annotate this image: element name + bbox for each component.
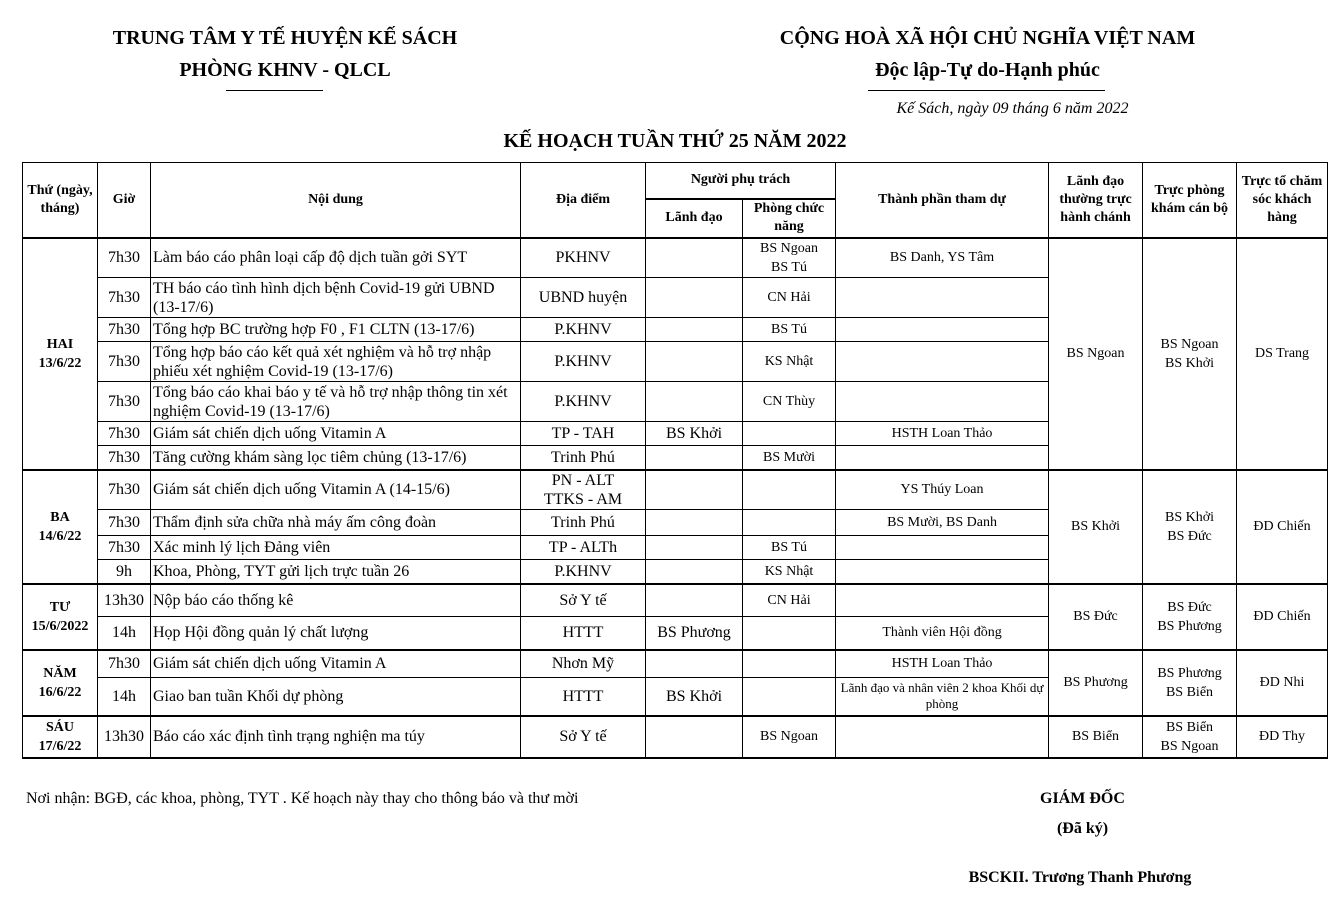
leader-cell [646,510,743,536]
cell-line: CN Hải [767,290,811,305]
cell-line: BS Đức [1167,528,1212,544]
day-cell [23,716,98,758]
customer-care-cell: ĐD Chiến [1237,584,1328,650]
signer-name: BSCKII. Trương Thanh Phương [968,869,1192,886]
customer-care-cell: DS Trang [1237,238,1328,470]
participants-cell: Thành viên Hội đồng [836,617,1049,650]
place-cell: P.KHNV [521,342,646,382]
participants-cell [836,716,1049,758]
cell-line: BS Khởi [1165,355,1215,371]
signer-title: GIÁM ĐỐC [1040,790,1125,807]
leader-cell [646,446,743,470]
department-cell [743,650,836,678]
time-cell: 7h30 [98,382,151,422]
content-cell: Giao ban tuần Khối dự phòng [151,678,521,716]
cell-line: BS Tú [771,322,807,337]
time-cell: 14h [98,617,151,650]
time-cell: 7h30 [98,650,151,678]
day-name: BA [50,509,70,525]
col-leader: Lãnh đạo [646,199,743,238]
place-cell: HTTT [521,617,646,650]
admin-leader-cell: BS Biển [1049,716,1143,758]
leader-cell: BS Khởi [646,678,743,716]
place-cell: PKHNV [521,238,646,278]
time-cell: 7h30 [98,446,151,470]
cell-line: BS Ngoan [760,240,818,256]
department-cell [743,560,836,584]
cell-line: BS Ngoan [1160,336,1219,352]
department-cell [743,678,836,716]
place-cell: Sở Y tế [521,584,646,617]
participants-cell: BS Danh, YS Tâm [836,238,1049,278]
department-underline [226,90,323,91]
table-row [23,470,1328,510]
col-admin-leader: Lãnh đạo thường trực hành chánh [1049,163,1143,238]
place-cell: P.KHNV [521,560,646,584]
admin-leader-cell: BS Đức [1049,584,1143,650]
participants-cell [836,318,1049,342]
participants-cell [836,560,1049,584]
department-cell [743,446,836,470]
cell-line: KS Nhật [764,354,814,369]
col-place: Địa điểm [521,163,646,238]
content-cell: Xác minh lý lịch Đảng viên [151,536,521,560]
national-title: CỘNG HOÀ XÃ HỘI CHỦ NGHĨA VIỆT NAM [779,27,1196,49]
cell-line: BS Đức [1167,599,1212,615]
content-cell: Họp Hội đồng quản lý chất lượng [151,617,521,650]
cell-line: BS Phương [1157,618,1222,634]
cell-line: BS Ngoan [1160,738,1219,754]
content-cell: Tổng hợp báo cáo kết quả xét nghiệm và hỗ trợ nhập phiếu xét nghiệm Covid-19 (13-17/6) [151,342,521,382]
leader-cell [646,560,743,584]
leader-cell: BS Phương [646,617,743,650]
participants-cell: HSTH Loan Thảo [836,650,1049,678]
department-cell [743,510,836,536]
customer-care-cell: ĐD Nhi [1237,650,1328,716]
day-cell [23,584,98,650]
participants-cell: Lãnh đạo và nhân viên 2 khoa Khối dự phòng [836,678,1049,716]
national-motto: Độc lập-Tự do-Hạnh phúc [875,59,1100,81]
admin-leader-cell: BS Phương [1049,650,1143,716]
department-cell [743,422,836,446]
place-cell: P.KHNV [521,382,646,422]
time-cell: 7h30 [98,536,151,560]
cell-line: BS Biển [1165,719,1214,735]
day-date: 17/6/22 [38,738,82,754]
department-cell [743,584,836,617]
day-name: NĂM [43,665,77,681]
day-date: 14/6/22 [38,528,82,544]
participants-cell [836,536,1049,560]
department-cell [743,536,836,560]
leader-cell [646,716,743,758]
time-cell: 13h30 [98,716,151,758]
department-cell [743,238,836,278]
leader-cell [646,650,743,678]
table-header-row [23,163,1328,199]
table-row [23,238,1328,278]
duty-clinic-cell [1143,584,1237,650]
content-cell: TH báo cáo tình hình dịch bệnh Covid-19 gửi UBND (13-17/6) [151,278,521,318]
cell-line: TTKS - AM [543,490,623,508]
participants-cell [836,446,1049,470]
leader-cell [646,470,743,510]
content-cell: Giám sát chiến dịch uống Vitamin A (14-15/6) [151,470,521,510]
content-cell: Tăng cường khám sàng lọc tiêm chủng (13-17/6) [151,446,521,470]
place-cell: HTTT [521,678,646,716]
time-cell: 7h30 [98,318,151,342]
col-customer-care: Trực tổ chăm sóc khách hàng [1237,163,1328,238]
document-date: Kế Sách, ngày 09 tháng 6 năm 2022 [896,100,1129,117]
cell-line: CN Hải [767,592,811,608]
time-cell: 9h [98,560,151,584]
motto-underline [868,90,1105,91]
cell-line: BS Mười [763,449,815,465]
col-person: Người phụ trách [646,163,836,199]
participants-cell [836,278,1049,318]
time-cell: 7h30 [98,278,151,318]
place-cell [521,470,646,510]
col-day: Thứ (ngày, tháng) [23,163,98,238]
cell-line: PN - ALT [551,471,615,489]
col-time: Giờ [98,163,151,238]
leader-cell [646,382,743,422]
day-cell [23,238,98,470]
day-name: SÁU [45,719,74,735]
time-cell: 7h30 [98,238,151,278]
day-date: 15/6/2022 [31,618,89,634]
leader-cell [646,318,743,342]
content-cell: Giám sát chiến dịch uống Vitamin A [151,422,521,446]
admin-leader-cell: BS Khởi [1049,470,1143,584]
col-duty-clinic: Trực phòng khám cán bộ [1143,163,1237,238]
department-cell [743,470,836,510]
content-cell: Thẩm định sửa chữa nhà máy ấm công đoàn [151,510,521,536]
day-cell [23,650,98,716]
admin-leader-cell: BS Ngoan [1049,238,1143,470]
place-cell: Nhơn Mỹ [521,650,646,678]
leader-cell [646,342,743,382]
duty-clinic-cell [1143,238,1237,470]
place-cell: Trinh Phú [521,446,646,470]
participants-cell [836,342,1049,382]
day-date: 16/6/22 [38,684,82,700]
place-cell: TP - TAH [521,422,646,446]
duty-clinic-cell [1143,650,1237,716]
department-cell [743,318,836,342]
content-cell: Khoa, Phòng, TYT gửi lịch trực tuần 26 [151,560,521,584]
place-cell: Trinh Phú [521,510,646,536]
cell-line: BS Phương [1157,665,1222,681]
content-cell: Tổng báo cáo khai báo y tế và hỗ trợ nhập thông tin xét nghiệm Covid-19 (13-17/6) [151,382,521,422]
content-cell: Báo cáo xác định tình trạng nghiện ma túy [151,716,521,758]
leader-cell [646,584,743,617]
place-cell: Sở Y tế [521,716,646,758]
content-cell: Giám sát chiến dịch uống Vitamin A [151,650,521,678]
day-date: 13/6/22 [38,355,82,371]
time-cell: 14h [98,678,151,716]
cell-line: BS Tú [771,540,807,555]
department-cell [743,617,836,650]
time-cell: 7h30 [98,470,151,510]
participants-cell: HSTH Loan Thảo [836,422,1049,446]
table-row [23,716,1328,758]
leader-cell: BS Khởi [646,422,743,446]
time-cell: 7h30 [98,342,151,382]
day-name: TƯ [49,599,71,615]
time-cell: 7h30 [98,422,151,446]
table-row [23,650,1328,678]
place-cell: TP - ALTh [521,536,646,560]
duty-clinic-cell [1143,470,1237,584]
leader-cell [646,278,743,318]
department-cell [743,278,836,318]
cell-line: BS Khởi [1165,509,1215,525]
department-cell [743,382,836,422]
time-cell: 13h30 [98,584,151,617]
content-cell: Tổng hợp BC trường hợp F0 , F1 CLTN (13-17/6) [151,318,521,342]
cell-line: BS Tú [771,259,807,275]
place-cell: UBND huyện [521,278,646,318]
place-cell: P.KHNV [521,318,646,342]
signed-note: (Đã ký) [1056,820,1109,837]
participants-cell: YS Thúy Loan [836,470,1049,510]
department-cell [743,716,836,758]
participants-cell: BS Mười, BS Danh [836,510,1049,536]
content-cell: Làm báo cáo phân loại cấp độ dịch tuần gởi SYT [151,238,521,278]
col-department: Phòng chức năng [743,199,836,238]
cell-line: BS Biển [1165,684,1214,700]
document-title: KẾ HOẠCH TUẦN THỨ 25 NĂM 2022 [503,130,847,152]
participants-cell [836,584,1049,617]
leader-cell [646,536,743,560]
organization-name: TRUNG TÂM Y TẾ HUYỆN KẾ SÁCH [112,27,458,49]
customer-care-cell: ĐD Chiến [1237,470,1328,584]
content-cell: Nộp báo cáo thống kê [151,584,521,617]
cell-line: KS Nhật [764,563,814,579]
cell-line: BS Ngoan [760,729,818,744]
participants-cell [836,382,1049,422]
recipients-note: Nơi nhận: BGĐ, các khoa, phòng, TYT . Kế hoạch này thay cho thông báo và thư mời [26,790,579,807]
customer-care-cell: ĐD Thy [1237,716,1328,758]
day-cell [23,470,98,584]
leader-cell [646,238,743,278]
weekly-plan-table [22,162,1328,759]
duty-clinic-cell [1143,716,1237,758]
col-content: Nội dung [151,163,521,238]
time-cell: 7h30 [98,510,151,536]
department-name: PHÒNG KHNV - QLCL [179,59,391,81]
table-row [23,584,1328,617]
day-name: HAI [46,336,74,352]
cell-line: CN Thùy [762,394,816,409]
col-participants: Thành phần tham dự [836,163,1049,238]
department-cell [743,342,836,382]
